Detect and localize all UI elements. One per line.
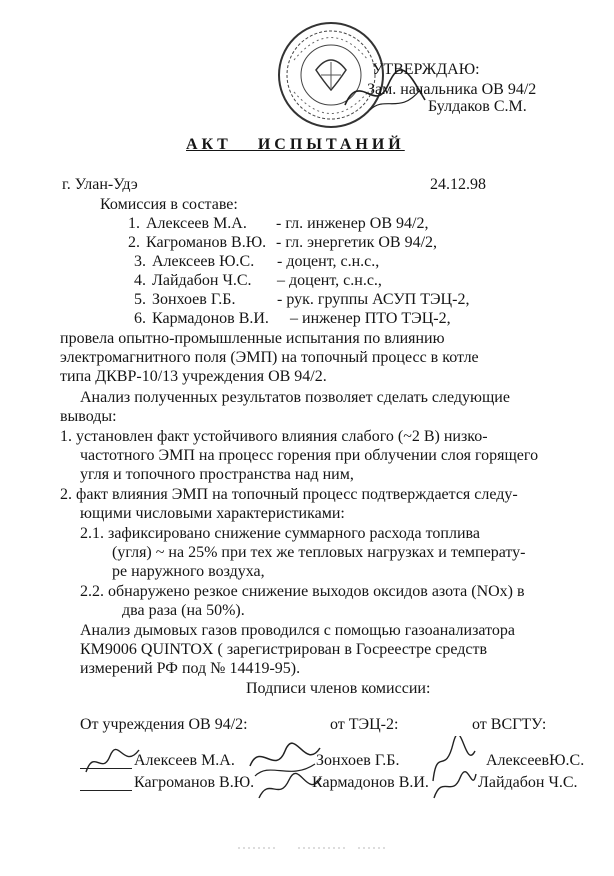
conducted-line: типа ДКВР-10/13 учреждения ОВ 94/2. [60,368,327,385]
signer-name: АлексеевЮ.С. [486,752,585,769]
member-num: 3. [134,253,146,270]
finding-line: 1. установлен факт устойчивого влияния слабого (~2 В) низко- [60,428,488,445]
signer-name: Кармадонов В.И. [312,774,429,791]
conducted-line: провела опытно-промышленные испытания по влиянию [60,330,445,347]
commission-intro: Комиссия в составе: [100,196,238,213]
member-name: Зонхоев Г.Б. [152,291,236,308]
member-role: - гл. энергетик ОВ 94/2, [276,234,438,251]
signer-name: Кагроманов В.Ю. [134,774,255,791]
approval-line-2: Зам. начальника ОВ 94/2 [367,81,537,98]
finding-line: частотного ЭМП на процесс горения при облучении слоя горящего [80,447,539,464]
analysis-line: выводы: [60,408,117,425]
member-name: Кагроманов В.Ю. [146,234,267,251]
signer-name: Алексеев М.А. [134,752,235,769]
member-role: – инженер ПТО ТЭЦ-2, [290,310,451,327]
finding-line: угля и топочного пространства над ним, [80,466,354,483]
member-num: 4. [134,272,146,289]
gas-analysis-line: КМ9006 QUINTOX ( зарегистрирован в Госреестре средств [80,641,487,658]
finding-line: (угля) ~ на 25% при тех же тепловых нагрузках и температу- [112,544,526,561]
signature-line [80,790,132,791]
signer-name: Лайдабон Ч.С. [478,774,578,791]
member-role: – доцент, с.н.с., [277,272,382,289]
signatures-title: Подписи членов комиссии: [246,680,431,697]
finding-line: ющими числовыми характеристиками: [80,505,345,522]
approval-line-3: Булдаков С.М. [428,98,527,115]
member-num: 1. [128,215,140,232]
conducted-line: электромагнитного поля (ЭМП) на топочный процесс в котле [60,349,479,366]
member-name: Алексеев М.А. [146,215,247,232]
member-num: 5. [134,291,146,308]
finding-line: 2.1. зафиксировано снижение суммарного расхода топлива [80,525,480,542]
scan-smudge [238,842,388,854]
finding-line: 2.2. обнаружено резкое снижение выходов оксидов азота (NOx) в [80,583,525,600]
member-name: Лайдабон Ч.С. [152,272,252,289]
place: г. Улан-Удэ [62,176,138,193]
finding-line: два раза (на 50%). [122,602,245,619]
finding-line: ре наружного воздуха, [112,563,265,580]
date: 24.12.98 [430,176,486,193]
approval-line-1: УТВЕРЖДАЮ: [372,61,480,78]
member-num: 2. [128,234,140,251]
member-role: - гл. инженер ОВ 94/2, [276,215,429,232]
gas-analysis-line: измерений РФ под № 14419-95). [80,660,301,677]
document-title: АКТ ИСПЫТАНИЙ [186,136,405,153]
member-name: Кармадонов В.И. [152,310,269,327]
analysis-line: Анализ полученных результатов позволяет сделать следующие [80,389,510,406]
org-label: От учреждения ОВ 94/2: [80,716,248,733]
member-num: 6. [134,310,146,327]
org-label: от ТЭЦ-2: [330,716,399,733]
member-role: - рук. группы АСУП ТЭЦ-2, [277,291,470,308]
org-label: от ВСГТУ: [472,716,547,733]
signer-name: Зонхоев Г.Б. [316,752,400,769]
finding-line: 2. факт влияния ЭМП на топочный процесс подтверждается следу- [60,486,518,503]
member-role: - доцент, с.н.с., [277,253,380,270]
signature-laidabon [430,768,480,804]
member-name: Алексеев Ю.С. [152,253,255,270]
gas-analysis-line: Анализ дымовых газов проводился с помощью газоанализатора [80,622,515,639]
signature-line [80,768,132,769]
